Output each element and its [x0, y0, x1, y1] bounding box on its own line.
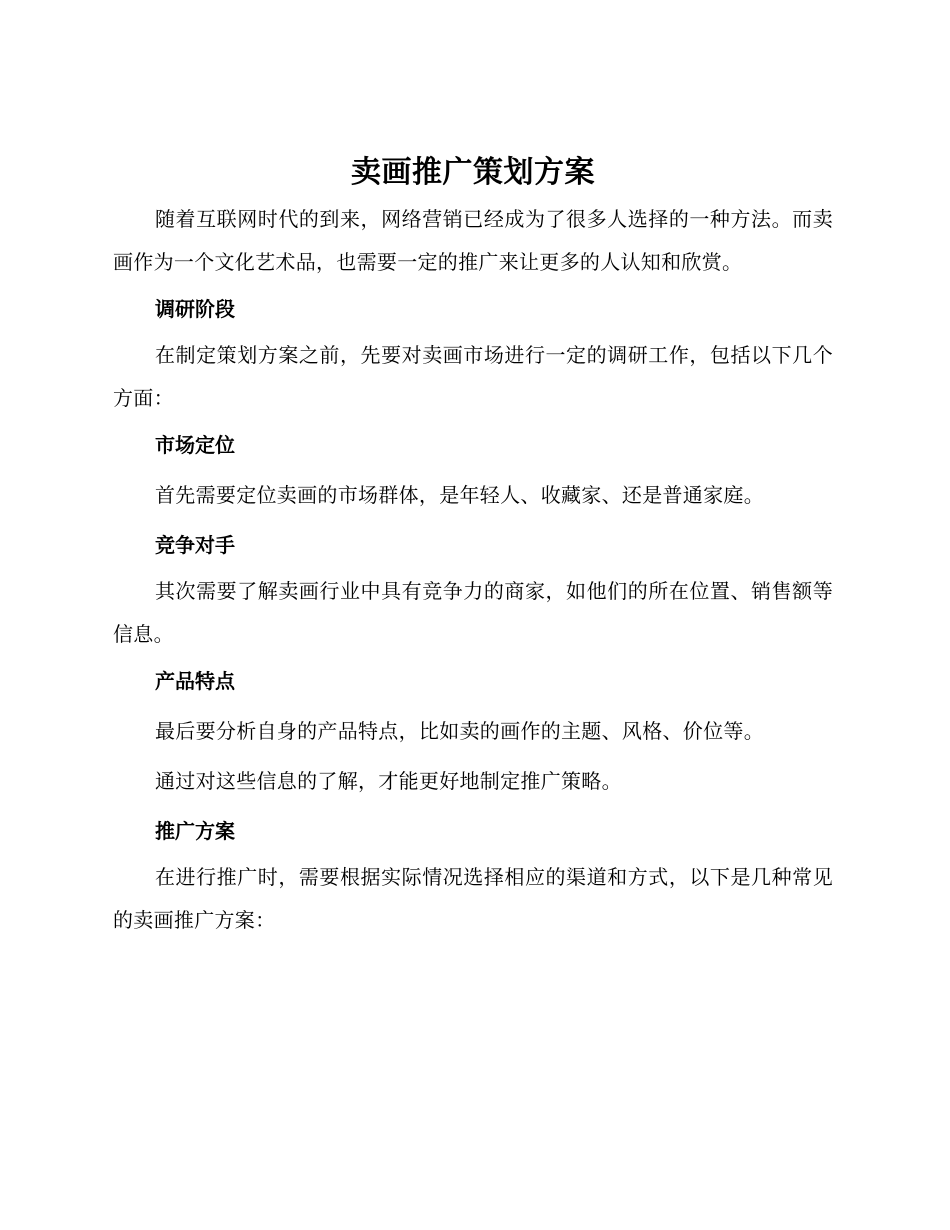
- intro-paragraph: 随着互联网时代的到来，网络营销已经成为了很多人选择的一种方法。而卖画作为一个文化艺术品，也需要一定的推广来让更多的人认知和欣赏。: [113, 207, 833, 274]
- section-paragraph-product-features: 最后要分析自身的产品特点，比如卖的画作的主题、风格、价位等。: [155, 719, 764, 743]
- section-paragraph-promotion-plan: 在进行推广时，需要根据实际情况选择相应的渠道和方式，以下是几种常见的卖画推广方案：: [113, 865, 833, 932]
- section-paragraph-market-positioning: 首先需要定位卖画的市场群体，是年轻人、收藏家、还是普通家庭。: [155, 483, 764, 507]
- section-paragraph-product-features-summary: 通过对这些信息的了解，才能更好地制定推广策略。: [155, 769, 622, 793]
- section-paragraph-competitors: 其次需要了解卖画行业中具有竞争力的商家，如他们的所在位置、销售额等信息。: [113, 579, 833, 646]
- section-heading-promotion-plan: 推广方案: [155, 819, 235, 843]
- section-paragraph-research: 在制定策划方案之前，先要对卖画市场进行一定的调研工作，包括以下几个方面：: [113, 343, 833, 410]
- section-heading-market-positioning: 市场定位: [155, 433, 235, 457]
- document-body: [113, 148, 833, 942]
- document-title: 卖画推广策划方案: [351, 155, 595, 190]
- section-heading-research: 调研阶段: [155, 297, 235, 321]
- section-heading-product-features: 产品特点: [155, 669, 235, 693]
- section-heading-competitors: 竞争对手: [155, 533, 235, 557]
